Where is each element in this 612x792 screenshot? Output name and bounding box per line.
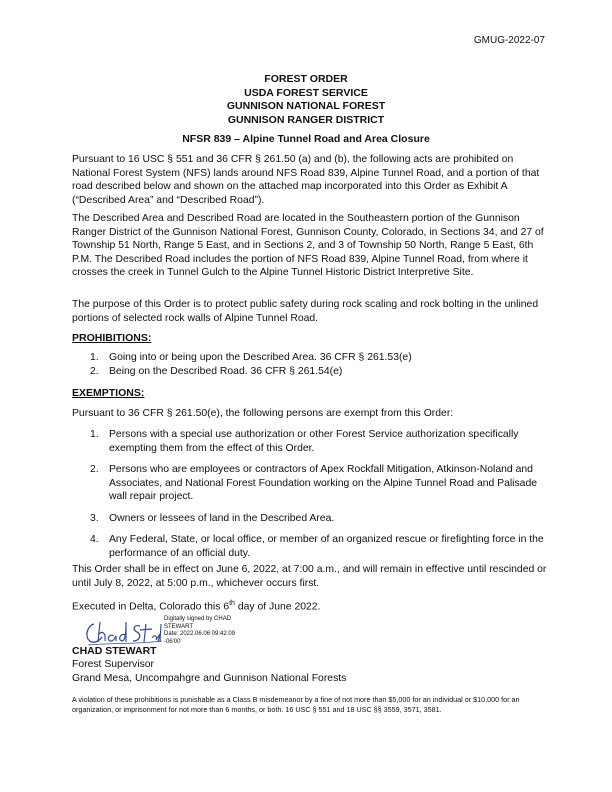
list-item: 2. Being on the Described Road. 36 CFR § 261.54(e): [90, 365, 343, 377]
penalty-footnote: A violation of these prohibitions is punishable as a Class B misdemeanor by a fine of not more than $5,000 for an individual or $10,000 for an organization, or imprisonment for not more than 6 months, or both. 16 USC § 551 and 18 USC §§ 3559, 3571, 3581.: [72, 695, 520, 714]
paragraph-authority: Pursuant to 16 USC § 551 and 36 CFR § 261.50 (a) and (b), the following acts are prohibited on National Forest System (NFS) lands around NFS Road 839, Alpine Tunnel Road, and a portion of that road described below and shown on the attached map incorporated into this Order as Exhibit A (“Described Area” and “Described Road”).: [72, 154, 540, 206]
list-item: 3. Owners or lessees of land in the Described Area.: [90, 512, 335, 524]
header-line-2: USDA FOREST SERVICE: [244, 86, 368, 99]
executed-line: Executed in Delta, Colorado this 6th day of June 2022.: [72, 600, 321, 613]
order-title: NFSR 839 – Alpine Tunnel Road and Area Closure: [182, 133, 430, 145]
exemptions-list: [90, 428, 550, 568]
list-item: 2. Persons who are employees or contractors of Apex Rockfall Mitigation, Atkinson-Noland and Associates, and National Forest Foundation working on the Alpine Tunnel Road and Palisade wall repair project.: [90, 464, 538, 502]
effective-dates: This Order shall be in effect on June 6, 2022, at 7:00 a.m., and will remain in effective until rescinded or until July 8, 2022, at 5:00 p.m., whichever occurs first.: [72, 564, 547, 589]
header-line-3: GUNNISON NATIONAL FOREST: [226, 100, 386, 112]
digital-signature-stamp: Digitally signed by CHAD STEWART Date: 2022.06.06 09:42:09 -06'00': [164, 616, 236, 645]
document-id: GMUG-2022-07: [473, 35, 545, 46]
paragraph-described-area: The Described Area and Described Road are located in the Southeastern portion of the Gunnison Ranger District of the Gunnison National Forest, Gunnison County, Colorado, in Sections 34, and 27 of Township 51 North, Range 5 East, and in Sections 2, and 3 of Township 50 North, Range 5 East, 6th P.M. The Described Road includes the portion of NFS Road 839, Alpine Tunnel Road, from where it crosses the creek in Tunnel Gulch to the Alpine Tunnel Historic District Interpretive Site.: [72, 213, 544, 278]
list-item: 1. Going into or being upon the Described Area. 36 CFR § 261.53(e): [90, 352, 412, 363]
list-item: 4. Any Federal, State, or local office, or member of an organized rescue or firefighting force in the performance of an official duty.: [90, 534, 544, 559]
paragraph-purpose: The purpose of this Order is to protect public safety during rock scaling and rock bolting in the unlined portions of selected rock walls of Alpine Tunnel Road.: [72, 299, 539, 324]
order-header: [0, 73, 612, 127]
signer-name: CHAD STEWART: [72, 645, 157, 657]
prohibitions-list: [90, 351, 550, 378]
header-line-4: GUNNISON RANGER DISTRICT: [227, 113, 385, 126]
prohibitions-heading: PROHIBITIONS:: [72, 332, 152, 344]
exemptions-intro: Pursuant to 36 CFR § 261.50(e), the following persons are exempt from this Order:: [72, 408, 454, 419]
header-line-1: FOREST ORDER: [264, 73, 348, 85]
list-item: 1. Persons with a special use authorization or other Forest Service authorization specifically exempting them from the effect of this Order.: [90, 429, 519, 454]
signer-organization: Grand Mesa, Uncompahgre and Gunnison National Forests: [72, 673, 347, 684]
signer-title: Forest Supervisor: [72, 659, 154, 670]
exemptions-heading: EXEMPTIONS:: [72, 387, 145, 399]
